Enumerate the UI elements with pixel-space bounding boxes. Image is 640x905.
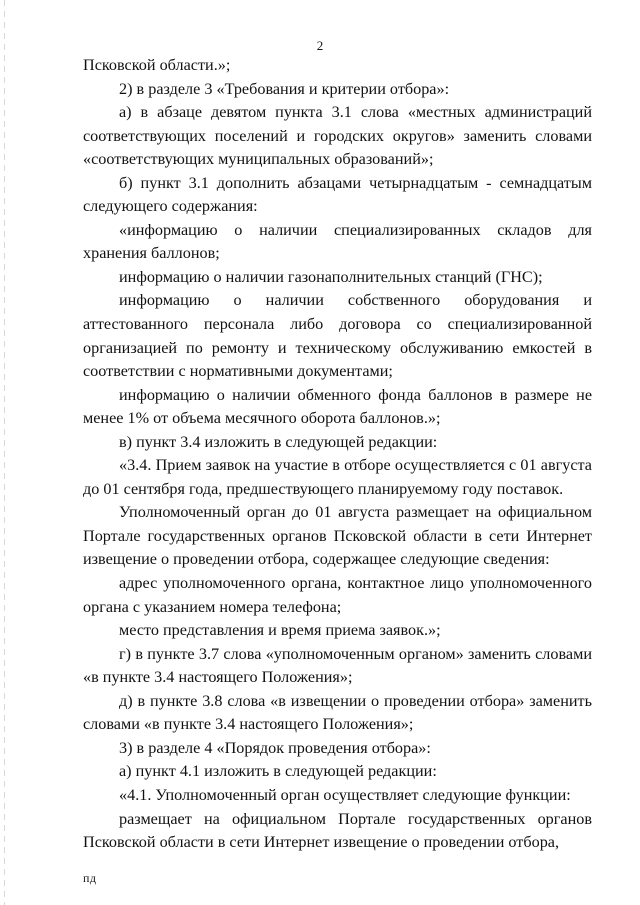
page-number: 2: [316, 38, 324, 53]
paragraph-17: а) пункт 4.1 изложить в следующей редакции:: [119, 762, 437, 781]
paragraph-16: 3) в разделе 4 «Порядок проведения отбора»:: [119, 738, 431, 757]
paragraph-3: а) в абзаце девятом пункта 3.1 слова «местных администраций соответствующих поселений и городских округов» заменить словами «соответствующих муниципальных образований»;: [83, 103, 592, 169]
paragraph-2: 2) в разделе 3 «Требования и критерии отбора»:: [119, 79, 450, 98]
scan-edge-line: [4, 0, 5, 905]
paragraph-1: Псковской области.»;: [83, 56, 231, 74]
paragraph-15: д) в пункте 3.8 слова «в извещении о проведении отбора» заменить словами «в пункте 3.4 настоящего Положения»;: [83, 691, 592, 734]
paragraph-14: г) в пункте 3.7 слова «уполномоченным органом» заменить словами «в пункте 3.4 настоящего Положения»;: [83, 644, 592, 687]
paragraph-7: информацию о наличии собственного оборудования и аттестованного персонала либо договора со специализированной организацией по ремонту и техническому обслуживанию емкостей в соответствии с нормативными документами;: [83, 291, 592, 381]
paragraph-11: Уполномоченный орган до 01 августа размещает на официальном Портале государственных органов Псковской области в сети Интернет извещение о проведении отбора, содержащее следующие сведения:: [83, 503, 592, 569]
paragraph-5: «информацию о наличии специализированных складов для хранения баллонов;: [83, 220, 592, 263]
paragraph-8: информацию о наличии обменного фонда баллонов в размере не менее 1% от объема месячного оборота баллонов.»;: [83, 385, 592, 428]
paragraph-9: в) пункт 3.4 изложить в следующей редакции:: [119, 432, 438, 451]
paragraph-19: размещает на официальном Портале государственных органов Псковской области в сети Интернет извещение о проведении отбора,: [83, 809, 592, 852]
paragraph-4: б) пункт 3.1 дополнить абзацами четырнадцатым - семнадцатым следующего содержания:: [83, 173, 592, 216]
document-body: [83, 54, 592, 855]
paragraph-10: «3.4. Прием заявок на участие в отборе осуществляется с 01 августа до 01 сентября года, предшествующего планируемому году поставок.: [83, 456, 592, 498]
paragraph-6: информацию о наличии газонаполнительных станций (ГНС);: [119, 267, 543, 286]
footer-code: пд: [83, 871, 97, 885]
paragraph-12: адрес уполномоченного органа, контактное лицо уполномоченного органа с указанием номера телефона;: [83, 574, 592, 616]
paragraph-13: место представления и время приема заявок.»;: [119, 621, 441, 640]
paragraph-18: «4.1. Уполномоченный орган осуществляет следующие функции:: [119, 785, 571, 804]
